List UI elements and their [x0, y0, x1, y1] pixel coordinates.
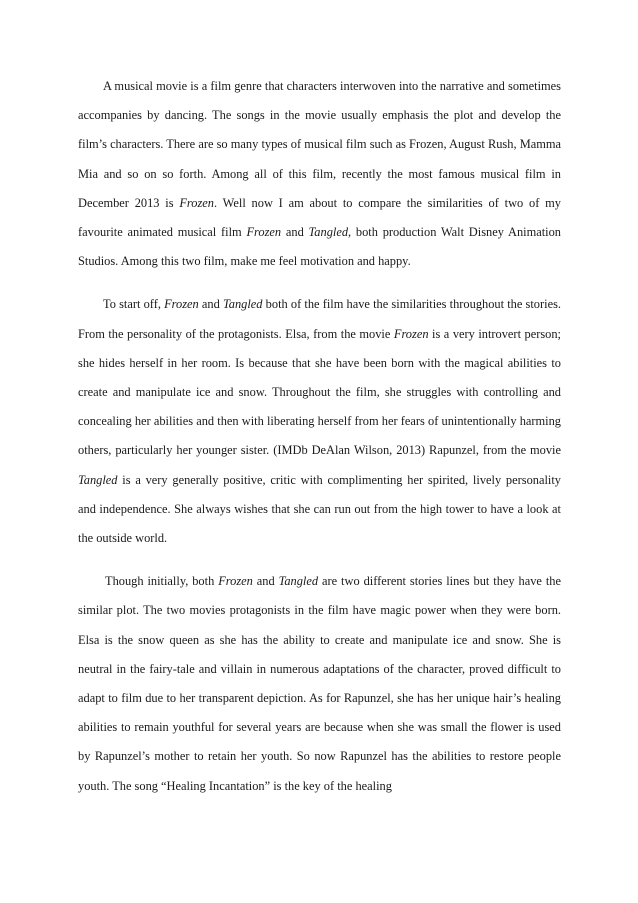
film-title-tangled: Tangled — [308, 225, 349, 240]
film-title-frozen: Frozen — [246, 225, 282, 240]
text-segment: and — [252, 574, 279, 589]
text-segment: and — [198, 297, 224, 312]
film-title-frozen: Frozen — [164, 297, 199, 312]
film-title-tangled: Tangled — [223, 297, 263, 312]
text-segment: and — [281, 225, 309, 240]
text-segment: . Well now I am about to compare the similarities of two of my favourite animated musical film — [78, 195, 561, 240]
film-title-tangled: Tangled — [278, 574, 319, 589]
text-segment: , both production Walt Disney Animation Studios. Among this two film, make me feel motivation and happy. — [78, 225, 562, 269]
paragraph-plot — [78, 567, 561, 801]
text-segment: Though initially, both — [105, 574, 219, 589]
document-body — [78, 72, 561, 801]
text-segment: is a very introvert person; she hides herself in her room. Is because that she have been born with the magical abilities to create and manipulate ice and snow. Throughout the film, she struggles with controlling and concealing her abilities and then with liberating herself from her fears of unintentionally harming others, particularly her younger sister. (IMDb DeAlan Wilson, 2013) Rapunzel, from the movie — [78, 326, 561, 458]
film-title-frozen: Frozen — [218, 574, 253, 589]
text-segment: is a very generally positive, critic with complimenting her spirited, lively personality and independence. She always wishes that she can run out from the high tower to have a look at the outside world. — [78, 472, 561, 546]
film-title-frozen: Frozen — [393, 326, 429, 341]
text-segment: To start off, — [103, 297, 165, 312]
film-title-tangled: Tangled — [78, 472, 118, 487]
paragraph-intro — [78, 72, 561, 276]
text-segment: both of the film have the similarities throughout the stories. From the personality of the protagonists. Elsa, from the movie — [78, 297, 561, 341]
film-title-frozen: Frozen — [179, 195, 214, 210]
text-segment: A musical movie is a film genre that characters interwoven into the narrative and sometimes accompanies by dancing. The songs in the movie usually emphasis the plot and develop the film’s characters. There are so many types of musical film such as Frozen, August Rush, Mamma Mia and so on so forth. Among all of this film, recently the most famous musical film in December 2013 is — [78, 79, 561, 210]
text-segment: are two different stories lines but they have the similar plot. The two movies protagonists in the film have magic power when they were born. Elsa is the snow queen as she has the ability to create and manipulate ice and snow. She is neutral in the fairy-tale and villain in numerous adaptations of the character, proved difficult to adapt to film due to her transparent depiction. As for Rapunzel, she has her unique hair’s healing abilities to remain youthful for several years are because when she was small the flower is used by Rapunzel’s mother to retain her youth. So now Rapunzel has the abilities to restore people youth. The song “Healing Incantation” is the key of the healing — [78, 574, 561, 793]
paragraph-personality — [78, 290, 561, 553]
